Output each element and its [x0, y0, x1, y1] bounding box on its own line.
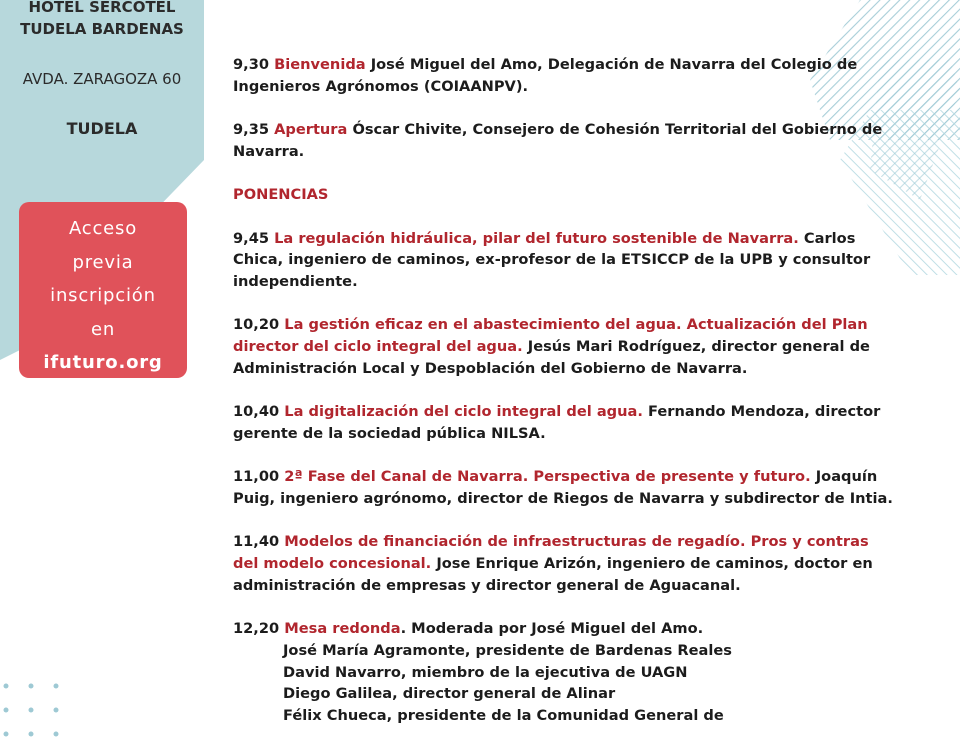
venue-name: [0, 0, 204, 40]
item-title: La gestión eficaz en el abastecimiento del agua. Actualización del Plan director del ciclo integral del agua.: [233, 316, 868, 356]
item-time: 10,40: [233, 403, 280, 421]
venue-name-line: HOTEL SERCOTEL: [28, 0, 176, 16]
access-text-line: previa: [72, 251, 134, 273]
program-item-round-table: [233, 618, 893, 727]
item-description: Óscar Chivite, Consejero de Cohesión Territorial del Gobierno de Navarra.: [233, 121, 883, 160]
item-time: 9,30: [233, 56, 270, 73]
section-title-ponencias: PONENCIAS: [233, 186, 329, 204]
item-description: Jesús Mari Rodríguez, director general de Administración Local y Despoblación del Gobierno de Navarra.: [233, 338, 870, 377]
item-title: Apertura: [274, 121, 348, 139]
item-description: José Miguel del Amo, Delegación de Navarra del Colegio de Ingenieros Agrónomos (COIAANPV).: [233, 56, 858, 95]
item-time: 10,20: [233, 316, 280, 334]
program-item-talk: [233, 228, 893, 293]
program-item-opening: [233, 119, 893, 162]
participant: Félix Chueca, presidente de la Comunidad General de: [283, 706, 724, 724]
item-title: Mesa redonda: [284, 620, 401, 638]
program-item-welcome: [233, 54, 893, 97]
access-text-line: en: [90, 318, 116, 340]
item-title: La regulación hidráulica, pilar del futuro sostenible de Navarra.: [274, 229, 799, 247]
item-time: 9,35: [233, 121, 270, 139]
item-title: Bienvenida: [274, 56, 366, 73]
item-time: 9,45: [233, 229, 270, 247]
program-item-talk: [233, 314, 893, 379]
item-time: 12,20: [233, 620, 280, 638]
item-title: La digitalización del ciclo integral del agua.: [284, 403, 643, 421]
participant: José María Agramonte, presidente de Bardenas Reales: [283, 641, 732, 659]
registration-access-box: [19, 202, 187, 378]
item-description: Joaquín Puig, ingeniero agrónomo, director de Riegos de Navarra y subdirector de Intia.: [233, 468, 893, 507]
venue-name-line: TUDELA BARDENAS: [20, 20, 184, 38]
access-text-line: Acceso: [68, 218, 138, 239]
participant: Diego Galilea, director general de Alinar: [283, 685, 616, 703]
participant: David Navarro, miembro de la ejecutiva de UAGN: [283, 663, 688, 681]
item-title: Modelos de financiación de infraestructuras de regadío. Pros y contras del modelo concesional.: [233, 533, 869, 573]
round-table-participants: [233, 640, 893, 727]
item-description: Jose Enrique Arizón, ingeniero de caminos, doctor en administración de empresas y director general de Aguacanal.: [233, 555, 873, 594]
registration-link[interactable]: ifuturo.org: [43, 352, 163, 373]
program-item-talk: [233, 466, 893, 509]
item-description: Carlos Chica, ingeniero de caminos, ex-profesor de la ETSICCP de la UPB y consultor independiente.: [233, 229, 871, 290]
item-time: 11,00: [233, 468, 280, 486]
program-schedule: [233, 54, 893, 748]
item-description: . Moderada por José Miguel del Amo.: [400, 620, 704, 638]
round-table-header: [233, 618, 893, 640]
item-title: 2ª Fase del Canal de Navarra. Perspectiva de presente y futuro.: [284, 468, 811, 486]
program-item-talk: [233, 531, 893, 596]
program-item-talk: [233, 401, 893, 444]
decorative-dots: [0, 676, 70, 750]
item-time: 11,40: [233, 533, 280, 551]
access-text-line: inscripción: [50, 285, 156, 306]
venue-city: TUDELA: [66, 119, 138, 138]
venue-address: AVDA. ZARAGOZA 60: [22, 70, 182, 88]
item-description: Fernando Mendoza, director gerente de la sociedad pública NILSA.: [233, 403, 881, 442]
